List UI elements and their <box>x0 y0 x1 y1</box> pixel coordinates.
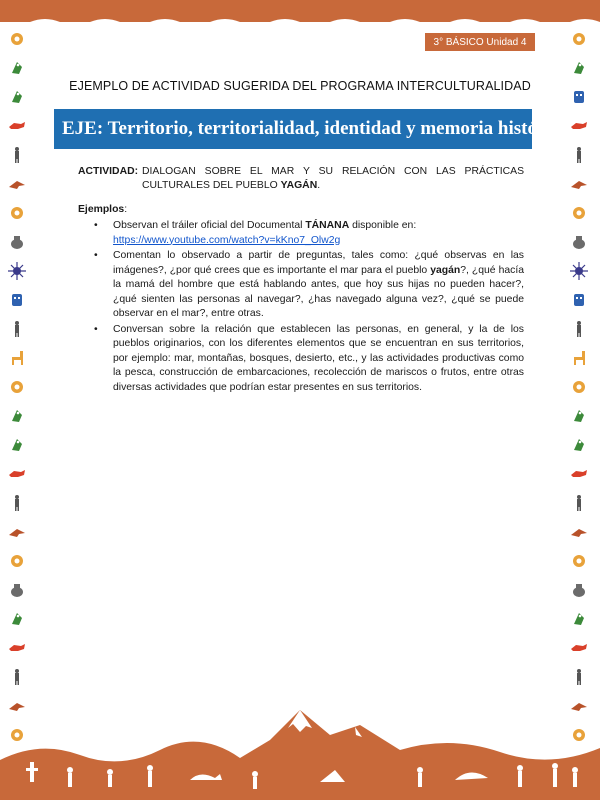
ring-motif-icon <box>8 378 26 396</box>
condor-motif-icon <box>8 175 26 193</box>
figure-motif-icon <box>570 320 588 338</box>
unit-tag: 3° BÁSICO Unidad 4 <box>425 33 535 51</box>
bird-motif-icon <box>570 407 588 425</box>
pot-motif-icon <box>8 233 26 251</box>
fox-motif-icon <box>8 117 26 135</box>
bird-motif-icon <box>8 407 26 425</box>
left-motif-column <box>8 30 28 755</box>
ring-motif-icon <box>8 30 26 48</box>
bullet: • <box>94 323 98 335</box>
condor-motif-icon <box>570 175 588 193</box>
bird-motif-icon <box>8 610 26 628</box>
ring-motif-icon <box>570 552 588 570</box>
fox-motif-icon <box>8 465 26 483</box>
pot-motif-icon <box>570 581 588 599</box>
bird-motif-icon <box>570 436 588 454</box>
top-decorative-band <box>0 0 600 22</box>
mask-motif-icon <box>570 291 588 309</box>
figure-motif-icon <box>570 494 588 512</box>
ring-motif-icon <box>570 30 588 48</box>
fox-motif-icon <box>570 465 588 483</box>
ring-motif-icon <box>570 378 588 396</box>
list-item: • Observan el tráiler oficial del Documental TÁNANA disponible en: https://www.youtube.com/watch?v=kKno7_Olw2g <box>94 220 417 246</box>
bullet: • <box>94 250 98 261</box>
pot-motif-icon <box>8 581 26 599</box>
list-item: • Conversan sobre la relación que establecen las personas, en general, y la de los pueblos originarios, con los diferentes elementos que se encuentran en sus territorios, por ejemplo: mar, montañas, bosques, desierto, etc., y las actividades productivas como la pesca, construcción de embarcaciones, recolección de mariscos o frutos, entre otras diversas actividades que podrían estar presentes en sus territorios. <box>94 323 524 393</box>
condor-motif-icon <box>570 523 588 541</box>
llama-motif-icon <box>8 349 26 367</box>
youtube-link[interactable]: https://www.youtube.com/watch?v=kKno7_Olw2g <box>113 234 341 246</box>
list-item: • Comentan lo observado a partir de preguntas, tales como: ¿qué observas en las imágenes?, ¿por qué crees que es importante el mar para el pueblo yagán?, ¿qué hacía la mamá del hombre que está hablando antes, que hoy sus hijas no pueden hacer?, ¿qué sienten las personas al navegar?, ¿has navegado alguna vez?, ¿qué se puede observar en el mar?, entre otras. <box>94 250 524 319</box>
ring-motif-icon <box>8 204 26 222</box>
bottom-landscape-illustration <box>0 700 600 800</box>
figure-motif-icon <box>8 146 26 164</box>
figure-motif-icon <box>8 668 26 686</box>
figure-motif-icon <box>8 494 26 512</box>
ejemplos-heading: Ejemplos: <box>78 204 128 215</box>
llama-motif-icon <box>570 349 588 367</box>
ring-motif-icon <box>570 204 588 222</box>
wave-border-icon <box>0 0 600 26</box>
eje-banner <box>54 109 574 149</box>
activity-text: DIALOGAN SOBRE EL MAR Y SU RELACIÓN CON LAS PRÁCTICAS CULTURALES DEL PUEBLO YAGÁN. <box>142 166 524 191</box>
fox-motif-icon <box>570 639 588 657</box>
bird-motif-icon <box>8 59 26 77</box>
activity-block <box>78 165 524 193</box>
eje-title: EJE: Territorio, territorialidad, identidad y memoria histórica. <box>62 118 574 139</box>
mask-motif-icon <box>8 291 26 309</box>
bird-motif-icon <box>570 59 588 77</box>
figure-motif-icon <box>8 320 26 338</box>
sun-motif-icon <box>570 262 588 280</box>
bird-motif-icon <box>570 610 588 628</box>
figure-motif-icon <box>570 146 588 164</box>
ring-motif-icon <box>8 552 26 570</box>
bullet: • <box>94 220 98 231</box>
pot-motif-icon <box>570 233 588 251</box>
condor-motif-icon <box>8 523 26 541</box>
fox-motif-icon <box>8 639 26 657</box>
activity-bold-word: YAGÁN <box>280 180 318 191</box>
figure-motif-icon <box>570 668 588 686</box>
activity-label: ACTIVIDAD: <box>78 166 139 177</box>
sun-motif-icon <box>8 262 26 280</box>
bird-motif-icon <box>8 436 26 454</box>
examples-list <box>92 219 524 396</box>
page-title: EJEMPLO DE ACTIVIDAD SUGERIDA DEL PROGRAMA INTERCULTURALIDAD <box>69 79 531 93</box>
